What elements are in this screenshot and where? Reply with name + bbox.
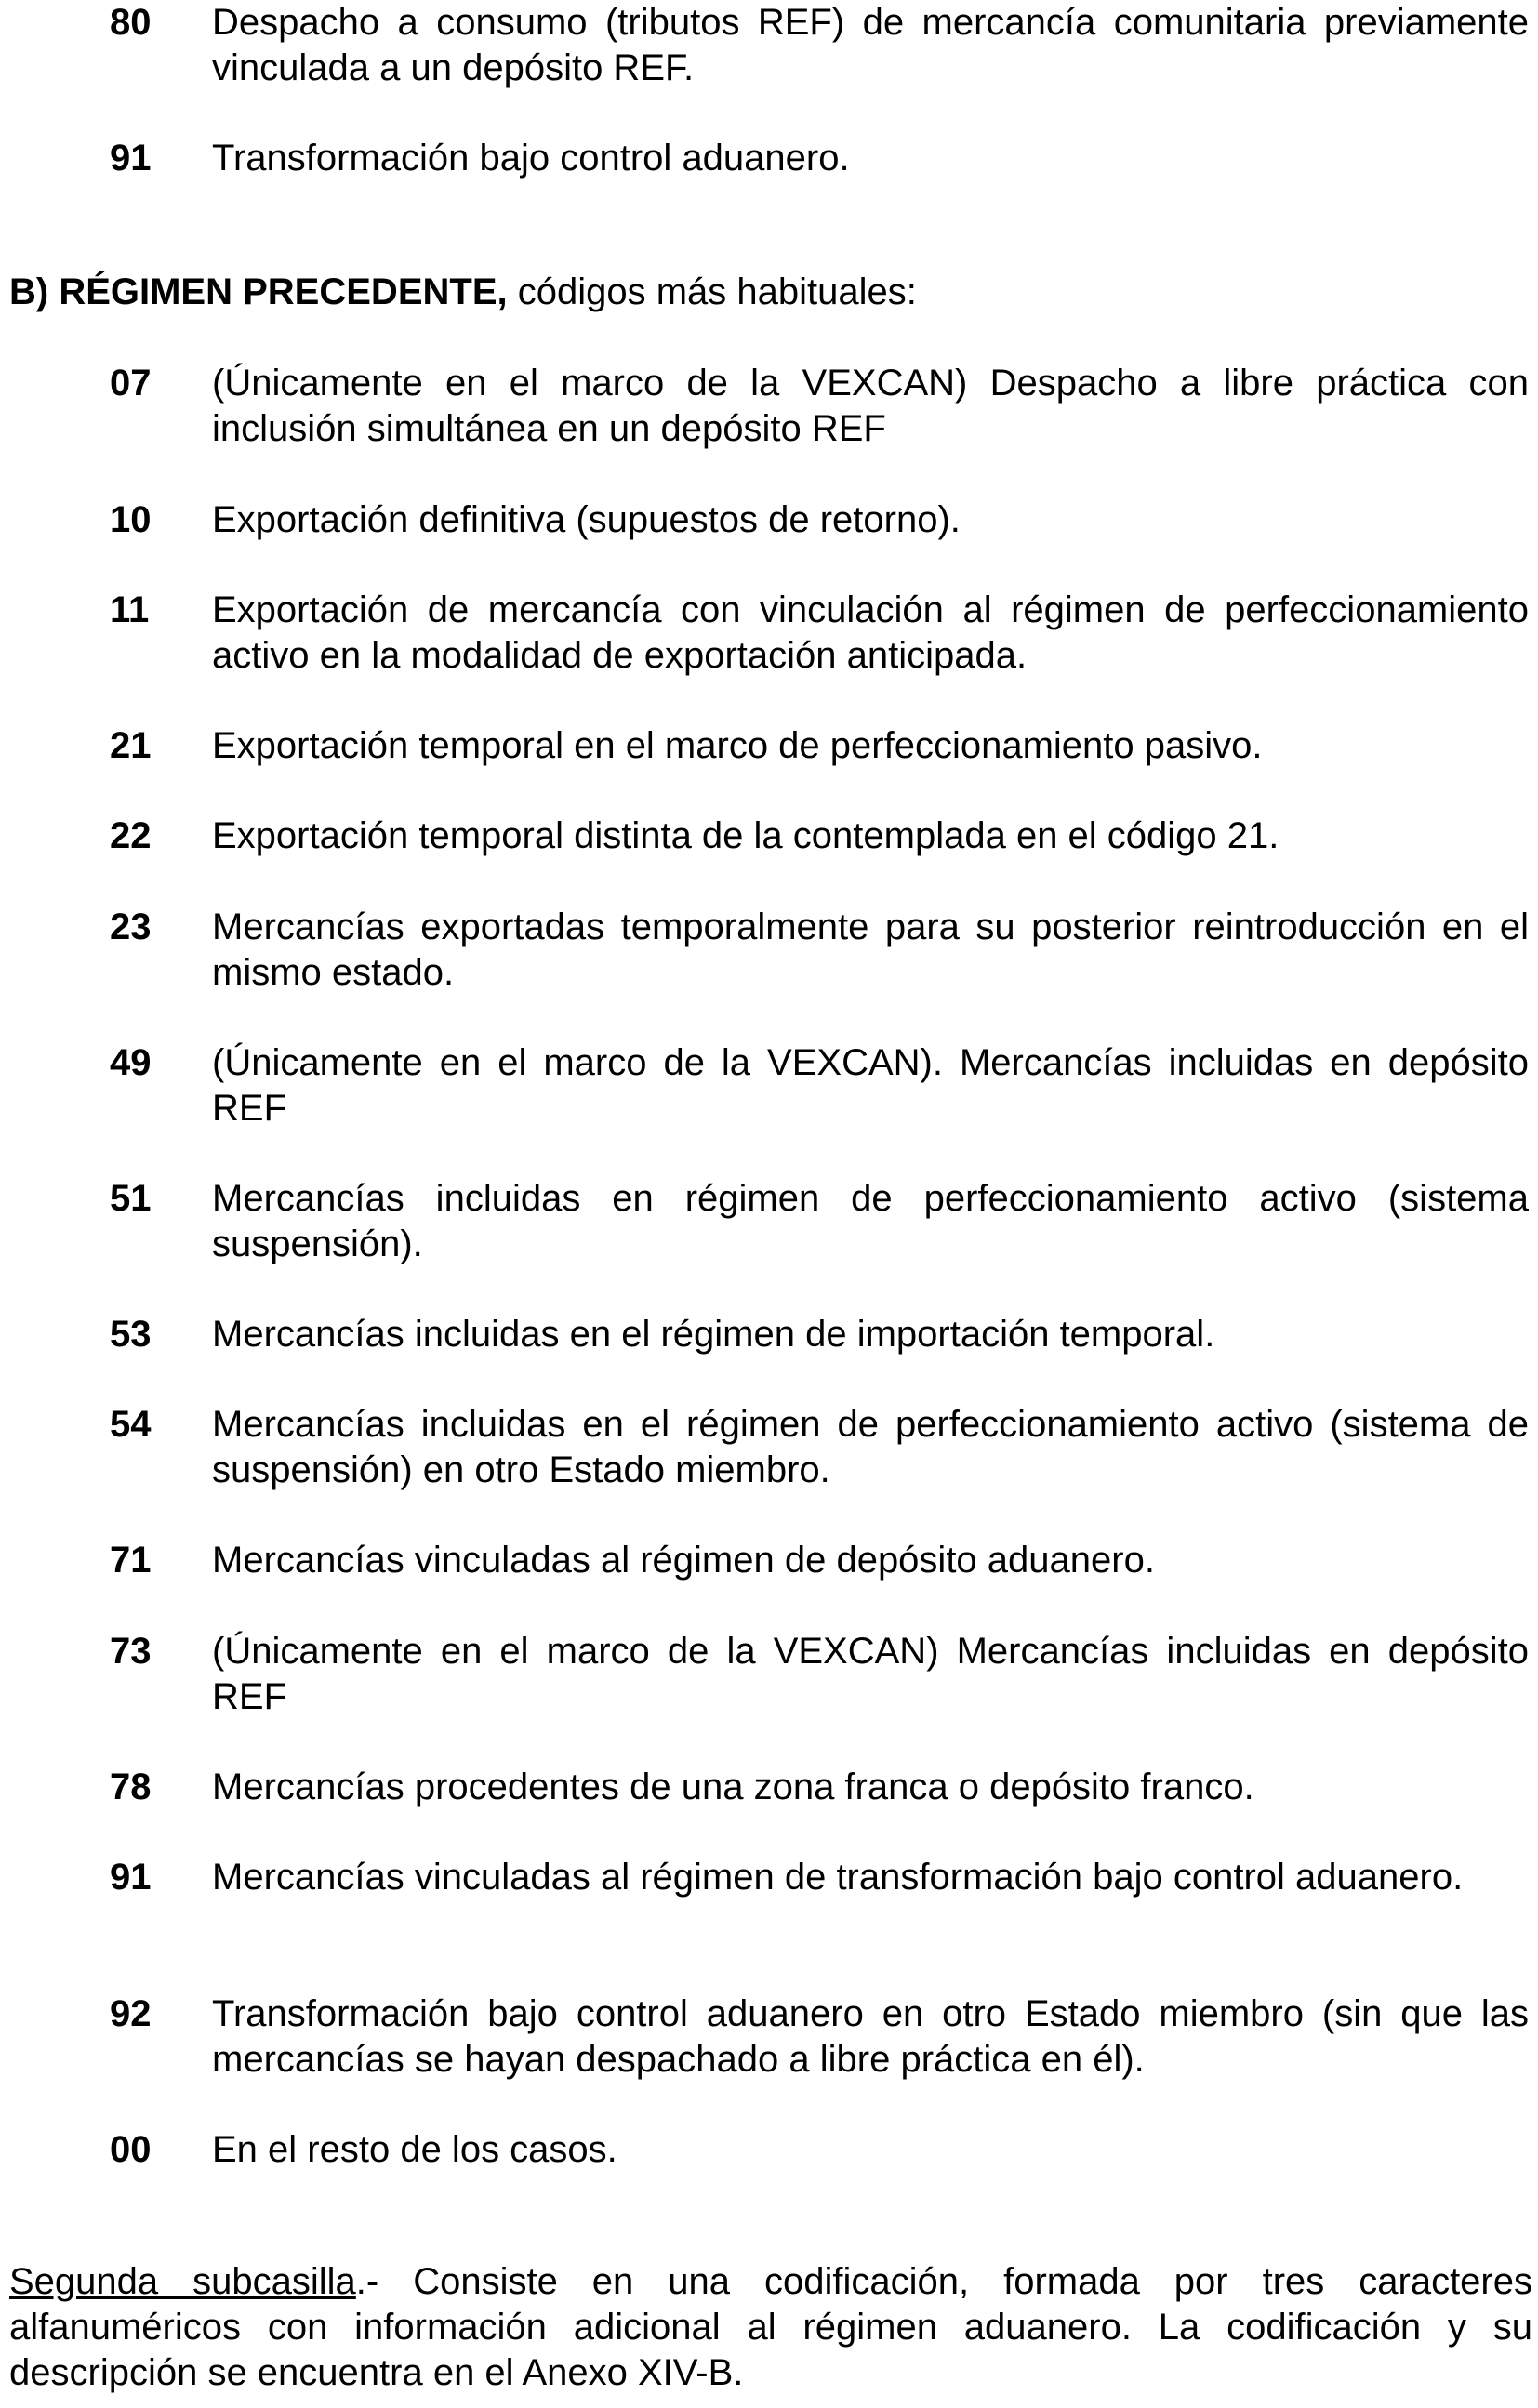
item-text: (Únicamente en el marco de la VEXCAN) Mercancías incluidas en depósito REF (212, 1631, 1529, 1717)
section-heading-bold: B) RÉGIMEN PRECEDENTE, (9, 271, 508, 312)
item-code: 07 (110, 363, 152, 404)
item-text: Mercancías incluidas en régimen de perfeccionamiento activo (sistema suspensión). (212, 1178, 1529, 1264)
item-code: 73 (110, 1631, 152, 1672)
item-text: Mercancías incluidas en el régimen de importación temporal. (212, 1314, 1215, 1355)
item-text: (Únicamente en el marco de la VEXCAN) Despacho a libre práctica con inclusión simultánea en un depósito REF (212, 363, 1529, 449)
item-code: 78 (110, 1766, 152, 1807)
item-code: 71 (110, 1540, 152, 1581)
item-code: 51 (110, 1178, 152, 1219)
item-code: 11 (110, 589, 150, 630)
footer-text: .- Consiste en una codificación, formada por tres caracteres alfanuméricos con información adicional al régimen aduanero. La codificación y su descripción se encuentra en el Anexo XIV-B. (9, 2261, 1532, 2393)
item-code: 23 (110, 906, 152, 947)
list-item (110, 1629, 1532, 1720)
item-code: 00 (110, 2129, 152, 2170)
footer-label: Segunda subcasilla (9, 2261, 356, 2302)
item-text: Mercancías vinculadas al régimen de depósito aduanero. (212, 1540, 1155, 1581)
item-text: Exportación de mercancía con vinculación al régimen de perfeccionamiento activo en la modalidad de exportación anticipada. (212, 589, 1529, 676)
item-code: 21 (110, 725, 152, 766)
item-text: Despacho a consumo (tributos REF) de mercancía comunitaria previamente vinculada a un depósito REF. (212, 2, 1529, 88)
item-text: Exportación definitiva (supuestos de retorno). (212, 499, 961, 540)
list-item (110, 1312, 1532, 1357)
footer-paragraph (9, 2259, 1532, 2396)
list-item (110, 1176, 1532, 1267)
list-item (110, 905, 1532, 996)
item-code: 54 (110, 1404, 152, 1445)
item-text: Mercancías exportadas temporalmente para su posterior reintroducción en el mismo estado. (212, 906, 1529, 993)
section-heading-rest: códigos más habituales: (507, 271, 917, 312)
list-item (110, 1040, 1532, 1131)
item-text: Exportación temporal en el marco de perfeccionamiento pasivo. (212, 725, 1263, 766)
list-item (110, 1991, 1532, 2083)
item-text: (Únicamente en el marco de la VEXCAN). Mercancías incluidas en depósito REF (212, 1042, 1529, 1129)
item-code: 22 (110, 815, 152, 856)
list-item (110, 814, 1532, 859)
list-item (110, 723, 1532, 769)
item-code: 53 (110, 1314, 152, 1355)
list-item (110, 1765, 1532, 1810)
item-code: 49 (110, 1042, 152, 1083)
list-item (110, 0, 1532, 91)
item-code: 91 (110, 1857, 152, 1898)
item-text: Mercancías vinculadas al régimen de transformación bajo control aduanero. (212, 1857, 1464, 1898)
item-code: 80 (110, 2, 152, 43)
list-item (110, 1402, 1532, 1493)
list-item (110, 588, 1532, 679)
item-text: Transformación bajo control aduanero en otro Estado miembro (sin que las mercancías se hayan despachado a libre práctica en él). (212, 1993, 1529, 2080)
item-text: En el resto de los casos. (212, 2129, 617, 2170)
list-item (110, 2127, 1532, 2173)
list-item (110, 497, 1532, 543)
item-text: Mercancías procedentes de una zona franca o depósito franco. (212, 1766, 1254, 1807)
item-text: Transformación bajo control aduanero. (212, 138, 850, 179)
list-item (110, 1538, 1532, 1583)
list-item (110, 136, 1532, 181)
section-heading (9, 270, 1516, 315)
item-text: Exportación temporal distinta de la contemplada en el código 21. (212, 815, 1279, 856)
item-code: 91 (110, 138, 152, 179)
list-item (110, 1855, 1532, 1900)
item-code: 92 (110, 1993, 152, 2034)
list-item (110, 361, 1532, 452)
item-text: Mercancías incluidas en el régimen de perfeccionamiento activo (sistema de suspensión) en otro Estado miembro. (212, 1404, 1529, 1490)
item-code: 10 (110, 499, 152, 540)
